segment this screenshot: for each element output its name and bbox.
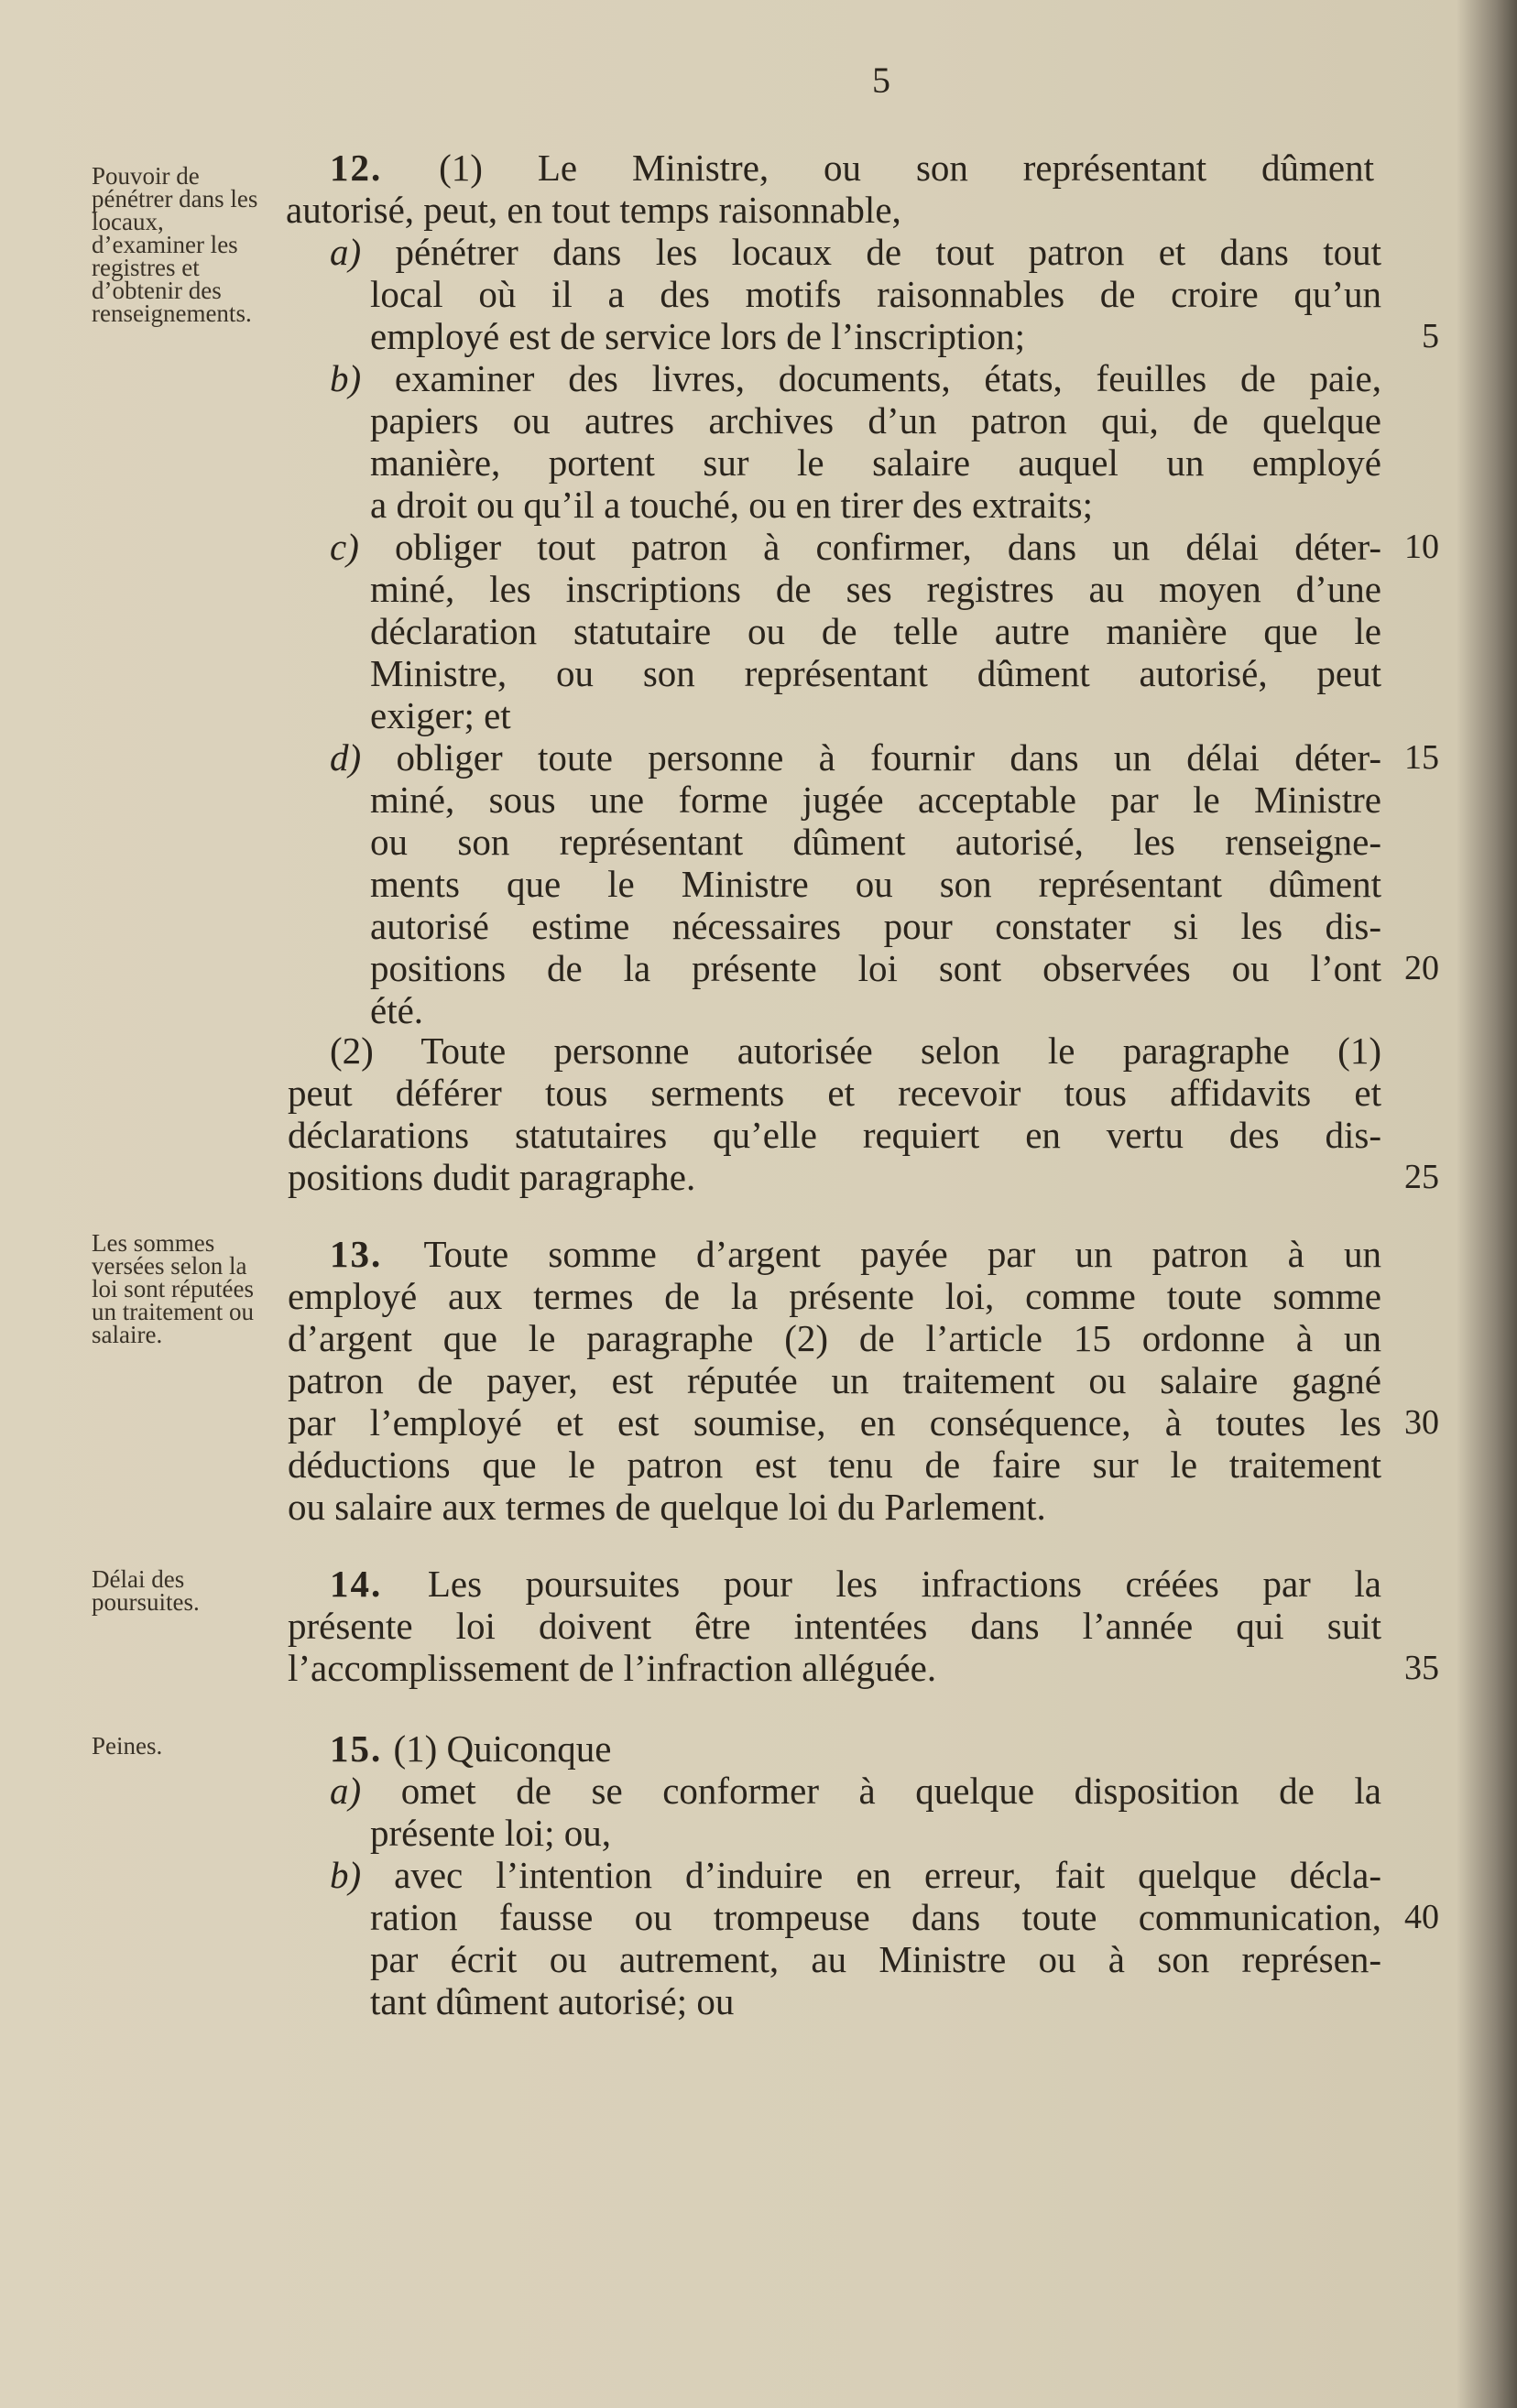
line-number: 30: [1404, 1403, 1439, 1442]
line-text: avec l’intention d’induire en erreur, fait quelque décla-: [394, 1854, 1382, 1896]
text-line: [330, 1854, 1381, 1896]
text-line: [370, 821, 1381, 863]
line-text: ration fausse ou trompeuse dans toute communication,: [370, 1896, 1381, 1938]
text-line: [370, 484, 1093, 526]
line-text: Toute somme d’argent payée par un patron à un: [423, 1233, 1381, 1275]
line-text: tant dûment autorisé; ou: [370, 1980, 735, 2022]
line-number: 10: [1404, 528, 1439, 566]
section-number: 14.: [330, 1563, 428, 1605]
section-number: 13.: [330, 1233, 424, 1275]
text-line: [370, 947, 1381, 989]
text-line: [288, 1605, 1381, 1647]
margin-note-delai: Délai des poursuites.: [92, 1565, 200, 1616]
line-text: peut déférer tous serments et recevoir tous affidavits et: [288, 1072, 1381, 1114]
text-line: [288, 1647, 936, 1689]
text-line: [370, 779, 1381, 821]
line-text: exiger; et: [370, 694, 511, 736]
text-line: [330, 357, 1381, 399]
text-line: [370, 694, 511, 736]
line-text: ou salaire aux termes de quelque loi du Parlement.: [288, 1486, 1046, 1528]
text-line: [370, 441, 1381, 484]
line-text: d’argent que le paragraphe (2) de l’article 15 ordonne à un: [288, 1317, 1381, 1359]
text-line: [370, 905, 1381, 947]
line-text: (2) Toute personne autorisée selon le paragraphe (1): [330, 1030, 1381, 1072]
line-text: déclarations statutaires qu’elle requiert en vertu des dis-: [288, 1114, 1381, 1156]
line-text: été.: [370, 989, 424, 1031]
text-line: [288, 1359, 1381, 1401]
text-line: [330, 1233, 1381, 1275]
text-line: [286, 189, 901, 231]
text-line: [288, 1401, 1381, 1444]
line-text: déclaration statutaire ou de telle autre manière que le: [370, 610, 1381, 652]
margin-note-sommes: Les sommes versées selon la loi sont réputées un traitement ou salaire.: [92, 1229, 254, 1348]
line-text: miné, sous une forme jugée acceptable par le Ministre: [370, 779, 1381, 821]
text-line: [370, 1896, 1381, 1938]
page-number: 5: [872, 60, 890, 101]
text-line: [370, 863, 1381, 905]
text-line: [370, 652, 1381, 694]
text-line: [330, 736, 1381, 779]
line-text: employé est de service lors de l’inscription;: [370, 315, 1026, 357]
text-line: [288, 1444, 1381, 1486]
text-line: [370, 273, 1381, 315]
text-line: [370, 1812, 611, 1854]
text-line: [370, 989, 423, 1031]
line-text: Les poursuites pour les infractions créées par la: [427, 1563, 1381, 1605]
line-text: employé aux termes de la présente loi, comme toute somme: [288, 1275, 1381, 1317]
paragraph-letter: a): [330, 1770, 401, 1812]
line-text: miné, les inscriptions de ses registres au moyen d’une: [370, 568, 1381, 610]
line-text: par l’employé et est soumise, en conséquence, à toutes les: [288, 1401, 1381, 1444]
paragraph-letter: b): [330, 1854, 395, 1896]
line-text: obliger toute personne à fournir dans un délai déter-: [396, 736, 1381, 779]
line-number: 5: [1422, 317, 1439, 355]
text-line: [288, 1486, 1046, 1528]
text-line: [288, 1317, 1381, 1359]
line-number: 40: [1404, 1898, 1439, 1936]
line-text: positions de la présente loi sont observées ou l’ont: [370, 947, 1381, 989]
text-line: [330, 1770, 1381, 1812]
line-text: (1) Le Ministre, ou son représentant dûment: [439, 147, 1374, 189]
text-line: [330, 1563, 1381, 1605]
line-text: autorisé estime nécessaires pour constater si les dis-: [370, 905, 1381, 947]
paragraph-letter: d): [330, 736, 397, 779]
line-text: omet de se conformer à quelque disposition de la: [400, 1770, 1382, 1812]
text-line: [330, 231, 1381, 273]
line-text: autorisé, peut, en tout temps raisonnable,: [286, 189, 901, 231]
text-line: [330, 1030, 1381, 1072]
text-line: [370, 568, 1381, 610]
line-text: obliger tout patron à confirmer, dans un délai déter-: [395, 526, 1381, 568]
line-text: a droit ou qu’il a touché, ou en tirer des extraits;: [370, 484, 1094, 526]
line-text: (1) Quiconque: [393, 1727, 612, 1770]
text-line: [288, 1156, 695, 1198]
line-text: examiner des livres, documents, états, feuilles de paie,: [394, 357, 1381, 399]
line-text: ou son représentant dûment autorisé, les renseigne-: [370, 821, 1381, 863]
line-text: pénétrer dans les locaux de tout patron et dans tout: [395, 231, 1381, 273]
text-line: [288, 1114, 1381, 1156]
line-text: positions dudit paragraphe.: [288, 1156, 696, 1198]
text-line: [370, 399, 1381, 441]
margin-note-pouvoir: Pouvoir de pénétrer dans les locaux, d’examiner les registres et d’obtenir des renseignements.: [92, 162, 258, 327]
text-line: [330, 526, 1381, 568]
line-text: présente loi doivent être intentées dans l’année qui suit: [288, 1605, 1381, 1647]
text-line: [370, 1980, 734, 2022]
line-number: 25: [1404, 1158, 1439, 1196]
paragraph-letter: b): [330, 357, 395, 399]
line-text: l’accomplissement de l’infraction alléguée.: [288, 1647, 937, 1689]
text-line: [288, 1072, 1381, 1114]
line-text: manière, portent sur le salaire auquel un employé: [370, 441, 1381, 484]
line-text: Ministre, ou son représentant dûment autorisé, peut: [370, 652, 1381, 694]
text-line: [288, 1275, 1381, 1317]
line-text: local où il a des motifs raisonnables de croire qu’un: [370, 273, 1381, 315]
text-line: [370, 610, 1381, 652]
text-line: [330, 1727, 611, 1770]
line-text: présente loi; ou,: [370, 1812, 612, 1854]
line-number: 35: [1404, 1649, 1439, 1687]
text-line: [370, 315, 1025, 357]
text-line: [330, 147, 1374, 189]
paragraph-letter: c): [330, 526, 396, 568]
margin-note-peines: Peines.: [92, 1732, 163, 1760]
line-number: 20: [1404, 949, 1439, 987]
line-text: papiers ou autres archives d’un patron qui, de quelque: [370, 399, 1381, 441]
line-text: par écrit ou autrement, au Ministre ou à son représen-: [370, 1938, 1381, 1980]
section-number: 15.: [330, 1727, 394, 1770]
line-number: 15: [1404, 738, 1439, 777]
line-text: ments que le Ministre ou son représentant dûment: [370, 863, 1381, 905]
paragraph-letter: a): [330, 231, 396, 273]
line-text: patron de payer, est réputée un traitement ou salaire gagné: [288, 1359, 1381, 1401]
text-line: [370, 1938, 1381, 1980]
line-text: déductions que le patron est tenu de faire sur le traitement: [288, 1444, 1381, 1486]
section-number: 12.: [330, 147, 440, 189]
